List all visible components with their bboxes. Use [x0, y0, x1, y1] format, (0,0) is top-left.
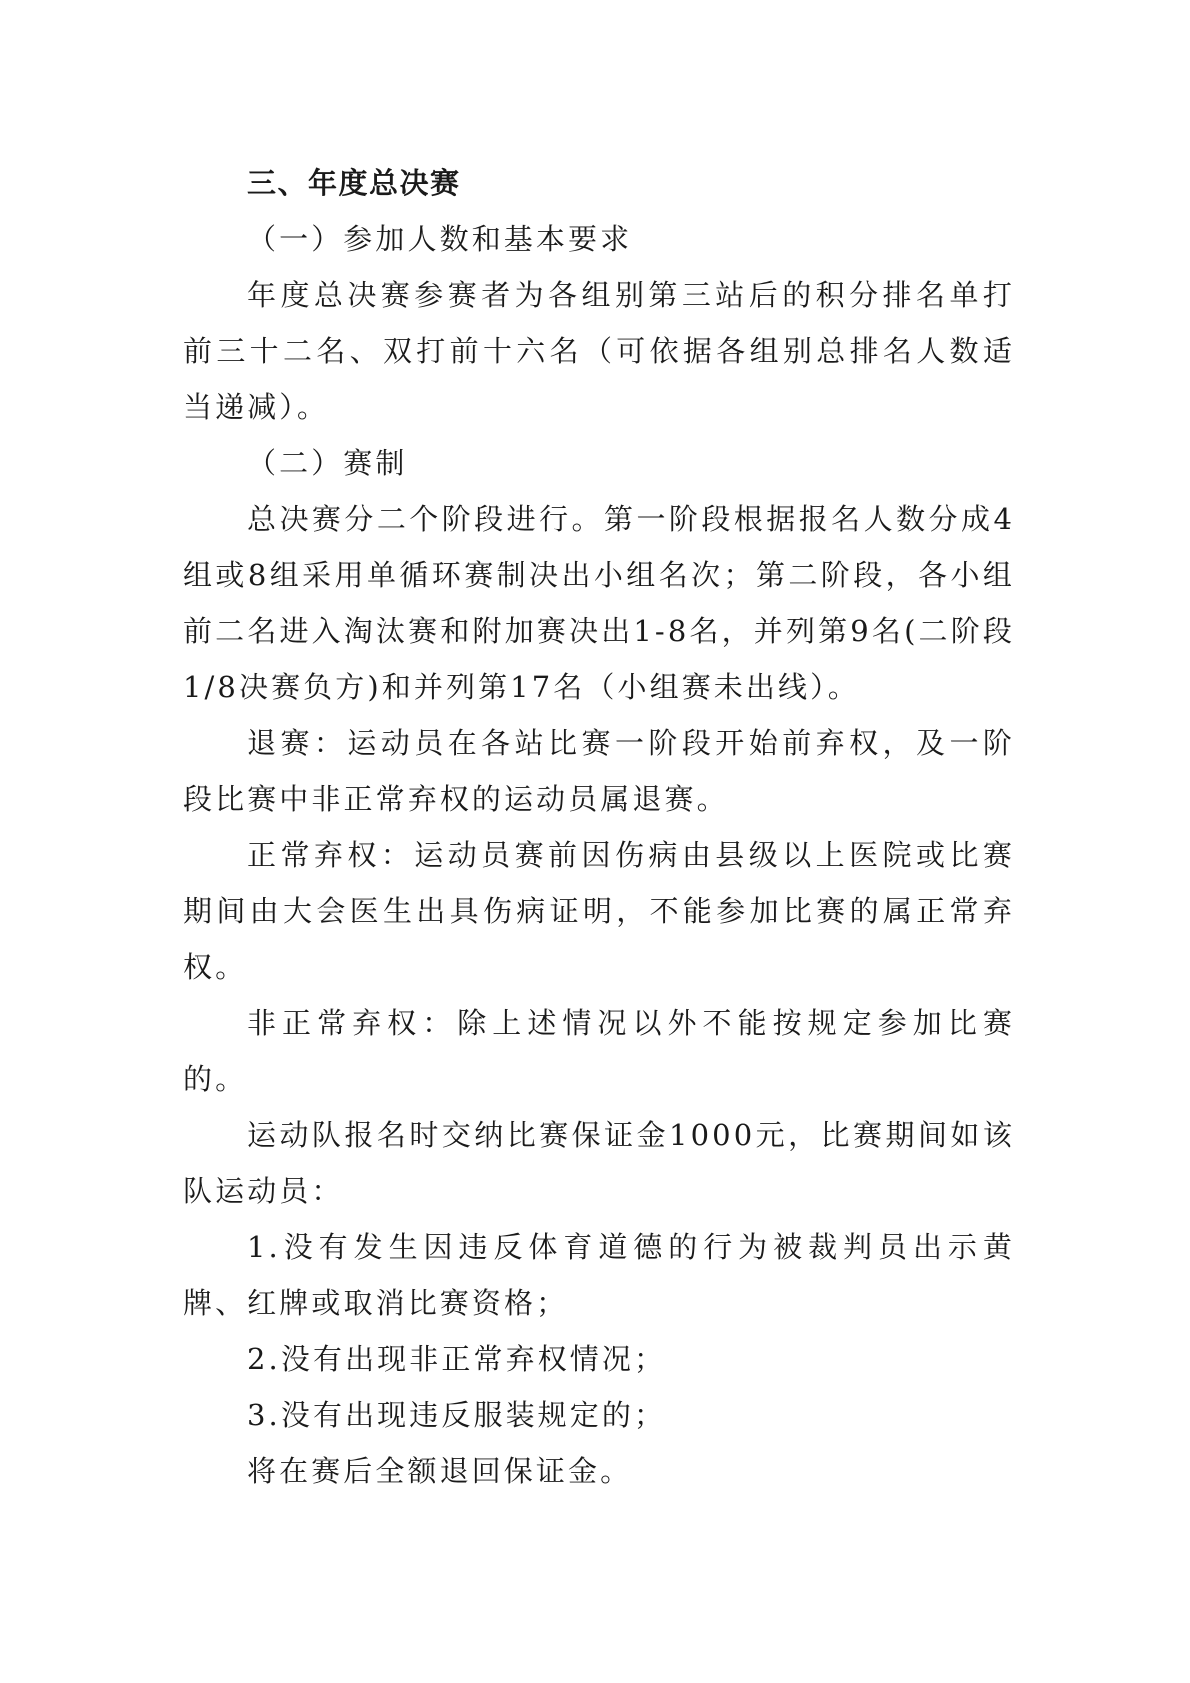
- paragraph-participants: 年度总决赛参赛者为各组别第三站后的积分排名单打前三十二名、双打前十六名（可依据各组别总排名人数适当递减）。: [183, 278, 1015, 424]
- paragraph-normal-forfeit: 正常弃权：运动员赛前因伤病由县级以上医院或比赛期间由大会医生出具伤病证明，不能参加比赛的属正常弃权。: [183, 838, 1015, 984]
- list-item-condition-1: 1.没有发生因违反体育道德的行为被裁判员出示黄牌、红牌或取消比赛资格；: [183, 1230, 1015, 1320]
- subsection-title-format: （二）赛制: [247, 446, 408, 480]
- list-item-condition-2: 2.没有出现非正常弃权情况；: [247, 1342, 667, 1376]
- list-item-condition-3: 3.没有出现违反服装规定的；: [247, 1398, 667, 1432]
- subsection-title-participants: （一）参加人数和基本要求: [247, 222, 633, 256]
- document-body: [183, 155, 1015, 1499]
- paragraph-format: 总决赛分二个阶段进行。第一阶段根据报名人数分成4组或8组采用单循环赛制决出小组名次；第二阶段，各小组前二名进入淘汰赛和附加赛决出1-8名，并列第9名(二阶段1/8决赛负方)和并列第17名（小组赛未出线）。: [183, 502, 1015, 704]
- paragraph-withdrawal: 退赛：运动员在各站比赛一阶段开始前弃权，及一阶段比赛中非正常弃权的运动员属退赛。: [183, 726, 1015, 816]
- paragraph-refund: 将在赛后全额退回保证金。: [247, 1454, 633, 1488]
- paragraph-abnormal-forfeit: 非正常弃权：除上述情况以外不能按规定参加比赛的。: [183, 1006, 1015, 1096]
- paragraph-deposit: 运动队报名时交纳比赛保证金1000元，比赛期间如该队运动员：: [183, 1118, 1015, 1208]
- section-title: 三、年度总决赛: [247, 166, 461, 200]
